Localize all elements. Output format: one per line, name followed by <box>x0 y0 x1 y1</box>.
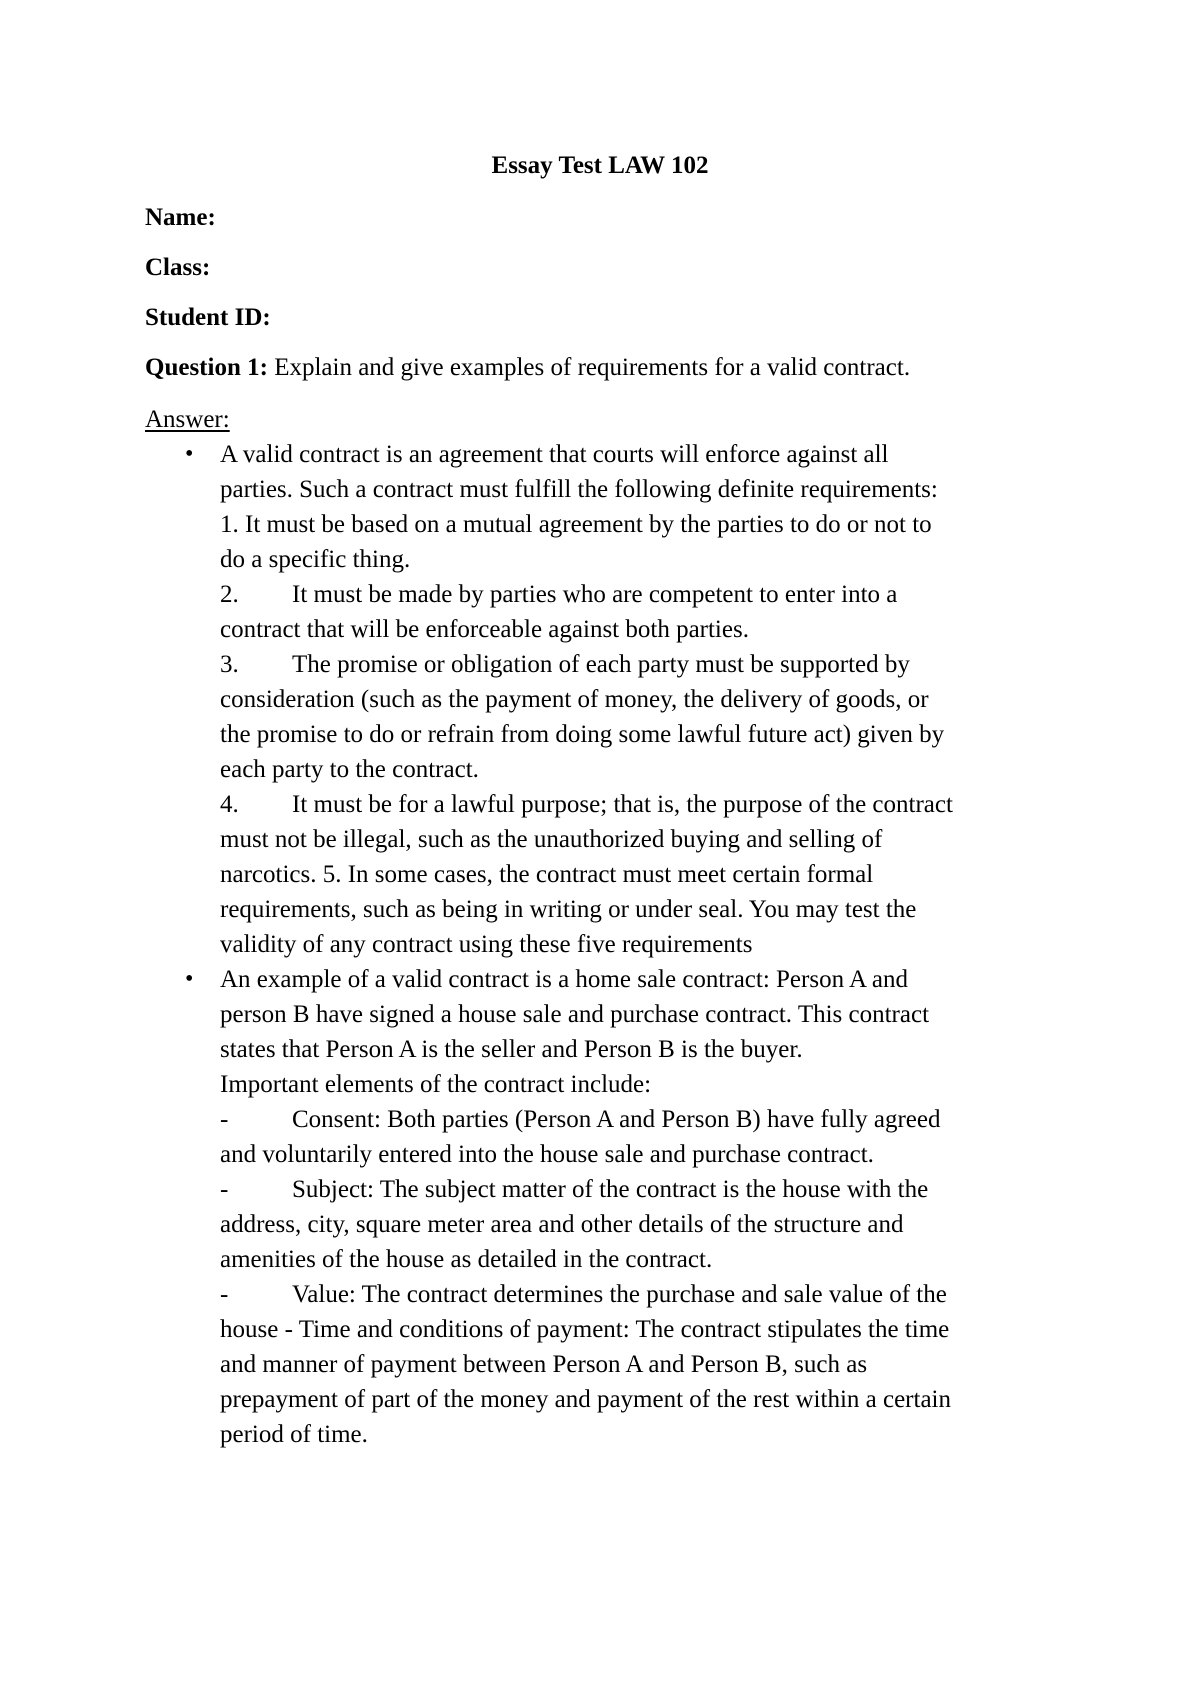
requirement-3-line <box>220 647 1100 682</box>
requirement-3-text: The promise or obligation of each party must be supported by <box>292 651 910 678</box>
question-1 <box>145 350 1145 385</box>
requirement-5-line: validity of any contract using these five requirements <box>220 931 753 958</box>
bullet-2-marker: • <box>185 966 194 992</box>
bullet-1-line: parties. Such a contract must fulfill the following definite requirements: <box>220 476 938 503</box>
bullet-2-line: person B have signed a house sale and purchase contract. This contract <box>220 1001 930 1028</box>
subject-line: amenities of the house as detailed in the contract. <box>220 1246 713 1273</box>
requirement-2-line <box>220 577 1100 612</box>
value-line: prepayment of part of the money and payment of the rest within a certain <box>220 1386 951 1413</box>
requirement-1-line: do a specific thing. <box>220 546 411 573</box>
requirement-2-number: 2. <box>220 581 239 608</box>
value-text: Value: The contract determines the purchase and sale value of the <box>292 1281 947 1308</box>
class-field-label: Class: <box>145 254 211 281</box>
consent-line: and voluntarily entered into the house sale and purchase contract. <box>220 1141 874 1168</box>
elements-heading: Important elements of the contract include: <box>220 1071 652 1098</box>
value-line: period of time. <box>220 1421 368 1448</box>
requirement-4-line <box>220 787 1100 822</box>
subject-line: address, city, square meter area and other details of the structure and <box>220 1211 904 1238</box>
bullet-2-line: states that Person A is the seller and Person B is the buyer. <box>220 1036 803 1063</box>
requirement-3-line: each party to the contract. <box>220 756 479 783</box>
document-title: Essay Test LAW 102 <box>491 152 709 179</box>
consent-line <box>220 1102 1100 1137</box>
value-line <box>220 1277 1100 1312</box>
student-id-field-label: Student ID: <box>145 304 271 331</box>
subject-line <box>220 1172 1100 1207</box>
bullet-2-block <box>220 962 1100 1452</box>
value-dash: - <box>220 1281 229 1308</box>
requirement-2-text: It must be made by parties who are competent to enter into a <box>292 581 898 608</box>
requirement-2-line: contract that will be enforceable against both parties. <box>220 616 749 643</box>
bullet-2-line: An example of a valid contract is a home sale contract: Person A and <box>220 966 908 993</box>
bullet-1-marker: • <box>185 441 194 467</box>
consent-dash: - <box>220 1106 229 1133</box>
requirement-4-text: It must be for a lawful purpose; that is, the purpose of the contract <box>292 791 953 818</box>
bullet-1-block <box>220 437 1100 962</box>
requirement-5-line: requirements, such as being in writing or under seal. You may test the <box>220 896 917 923</box>
question-1-label: Question 1: <box>145 354 268 381</box>
requirement-3-number: 3. <box>220 651 239 678</box>
requirement-4-number: 4. <box>220 791 239 818</box>
requirement-3-line: consideration (such as the payment of money, the delivery of goods, or <box>220 686 929 713</box>
question-1-text: Explain and give examples of requirements for a valid contract. <box>274 354 911 381</box>
value-line: house - Time and conditions of payment: The contract stipulates the time <box>220 1316 950 1343</box>
answer-label: Answer: <box>145 406 230 433</box>
requirement-5-line: narcotics. 5. In some cases, the contract must meet certain formal <box>220 861 874 888</box>
requirement-3-line: the promise to do or refrain from doing some lawful future act) given by <box>220 721 945 748</box>
subject-dash: - <box>220 1176 229 1203</box>
requirement-4-line: must not be illegal, such as the unauthorized buying and selling of <box>220 826 883 853</box>
bullet-1-line: A valid contract is an agreement that courts will enforce against all <box>220 441 889 468</box>
requirement-1-line: 1. It must be based on a mutual agreement by the parties to do or not to <box>220 511 932 538</box>
value-line: and manner of payment between Person A and Person B, such as <box>220 1351 868 1378</box>
name-field-label: Name: <box>145 204 216 231</box>
consent-text: Consent: Both parties (Person A and Person B) have fully agreed <box>292 1106 941 1133</box>
subject-text: Subject: The subject matter of the contract is the house with the <box>292 1176 929 1203</box>
